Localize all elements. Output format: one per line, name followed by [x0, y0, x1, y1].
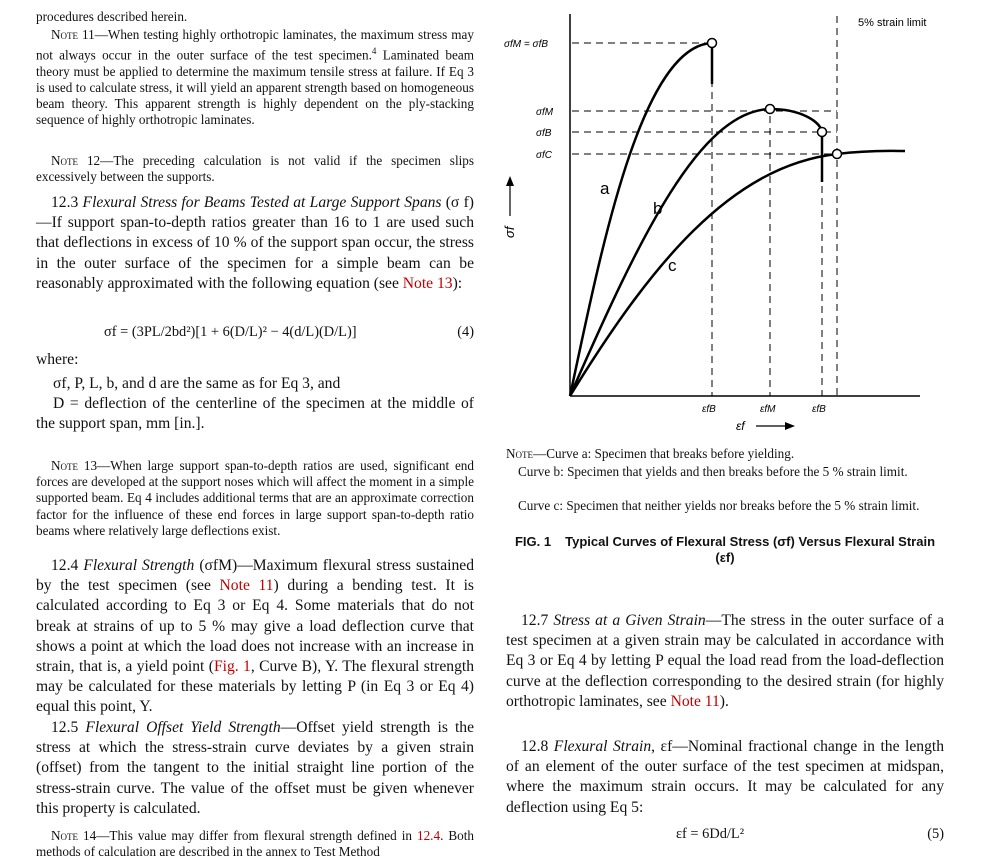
y-axis-title: σf	[502, 226, 517, 238]
figure-note-c: Curve c: Specimen that neither yields nor breaks before the 5 % strain limit.	[518, 498, 920, 513]
note-11-link[interactable]: Note 11	[219, 577, 274, 595]
curve-label-a: a	[600, 179, 610, 198]
equation-5: εf = 6Dd/L² (5)	[676, 826, 944, 842]
section-12-7: 12.7 Stress at a Given Strain—The stress in the outer surface of a test specimen at a given strain may be calculated in accordance with Eq 3 or Eq 4 by letting P equal the load read from the load-deflection curve at the deflection corresponding to the desired strain (for highly orthotropic laminates, see Note 11).	[506, 612, 944, 710]
curve-c-limit-point	[833, 150, 842, 159]
curve-a	[570, 43, 712, 396]
curve-b-yield-point	[766, 105, 775, 114]
curve-b	[570, 109, 822, 396]
equation-4: σf = (3PL/2bd²)[1 + 6(D/L)² − 4(d/L)(D/L)] (4)	[104, 324, 474, 340]
where-list: σf, P, L, b, and d are the same as for Eq 3, and D = deflection of the centerline of the specimen at the middle of the support span, mm [in.].	[36, 375, 474, 433]
fig-1-link[interactable]: Fig. 1	[213, 658, 251, 676]
continuation-text: procedures described herein.	[36, 9, 188, 24]
y-label-fc: σfC	[536, 150, 553, 161]
curve-b-break-point	[818, 128, 827, 137]
x-label-fb-a: εfB	[702, 404, 716, 415]
section-12-3: 12.3 Flexural Stress for Beams Tested at Large Support Spans (σ f)—If support span-to-depth ratios greater than 16 to 1 are used such that deflections in excess of 10 % of the support span occur, the stress in the outer surface of the specimen for a simple beam can be reasonably approximated with the following equation (see Note 13):	[36, 194, 474, 292]
y-label-fm-fb: σfM = σfB	[504, 39, 549, 50]
x-label-fm: εfM	[760, 404, 776, 415]
figure-1-chart	[500, 6, 960, 436]
curve-a-break-point	[708, 39, 717, 48]
note-11-link-right[interactable]: Note 11	[670, 692, 720, 710]
strain-limit-label: 5% strain limit	[858, 17, 927, 29]
figure-note-b: Curve b: Specimen that yields and then breaks before the 5 % strain limit.	[518, 464, 908, 479]
note-13-link[interactable]: Note 13	[402, 274, 453, 292]
section-12-5: 12.5 Flexural Offset Yield Strength—Offset yield strength is the stress at which the stress-strain curve deviates by a given strain (offset) from the tangent to the initial straight line portion of the stress-strain curve. The value of the offset must be given whenever this property is calculated.	[36, 719, 474, 817]
x-axis-arrowhead	[785, 422, 795, 430]
x-axis-title: εf	[736, 419, 745, 433]
y-axis-arrowhead	[506, 176, 514, 186]
y-label-fb: σfB	[536, 128, 552, 139]
curve-label-b: b	[653, 199, 663, 218]
section-12-4: 12.4 Flexural Strength (σfM)—Maximum flexural stress sustained by the test specimen (see Note 11) during a bending test. It is calculated according to Eq 3 or Eq 4. Some materials that do not break at strains of up to 5 % may give a load deflection curve that shows a point at which the load does not increase with an increase in strain, that is, a yield point (Fig. 1, Curve B), Y. The flexural strength may be calculated for these materials by letting P (in Eq 3 or Eq 4) equal this point, Y.	[36, 557, 475, 716]
curve-label-c: c	[668, 256, 677, 275]
section-12-8: 12.8 Flexural Strain, εf—Nominal fractional change in the length of an element of the outer surface of the test specimen at midspan, where the maximum strain occurs. It may be calculated for any deflection using Eq 5:	[506, 738, 945, 816]
note-11: Note 11—When testing highly orthotropic laminates, the maximum stress may not always occur in the outer surface of the test specimen.$^4$ Laminated beam theory must be applied to determine the maximum tensile stress at failure. If Eq 3 is used to calculate stress, it will yield an apparent strength based on homogeneous beam theory. This apparent strength is highly dependent on the ply-stacking sequence of highly orthotropic laminates.	[36, 27, 474, 128]
section-12-4-link[interactable]: 12.4	[416, 828, 441, 843]
note-14: Note 14—This value may differ from flexural strength defined in 12.4. Both methods of calculation are described in the annex to Test Method	[36, 828, 474, 860]
note-13: Note 13—When large support span-to-depth ratios are used, significant end forces are developed at the support noses which will affect the moment in a simple supported beam. Eq 4 includes additional terms that are an approximate correction factor for the influence of these end forces in large support span-to-depth ratio beams where relatively large deflections exist.	[36, 458, 474, 538]
figure-caption: FIG. 1 Typical Curves of Flexural Stress (σf) Versus Flexural Strain (εf)	[514, 534, 936, 565]
y-label-fm: σfM	[536, 107, 554, 118]
note-12: Note 12—The preceding calculation is not valid if the specimen slips excessively between the supports.	[36, 153, 474, 185]
figure-note-a: Note—Curve a: Specimen that breaks before yielding.	[506, 446, 795, 461]
where-label: where:	[36, 351, 79, 368]
x-label-fb-b: εfB	[812, 404, 826, 415]
